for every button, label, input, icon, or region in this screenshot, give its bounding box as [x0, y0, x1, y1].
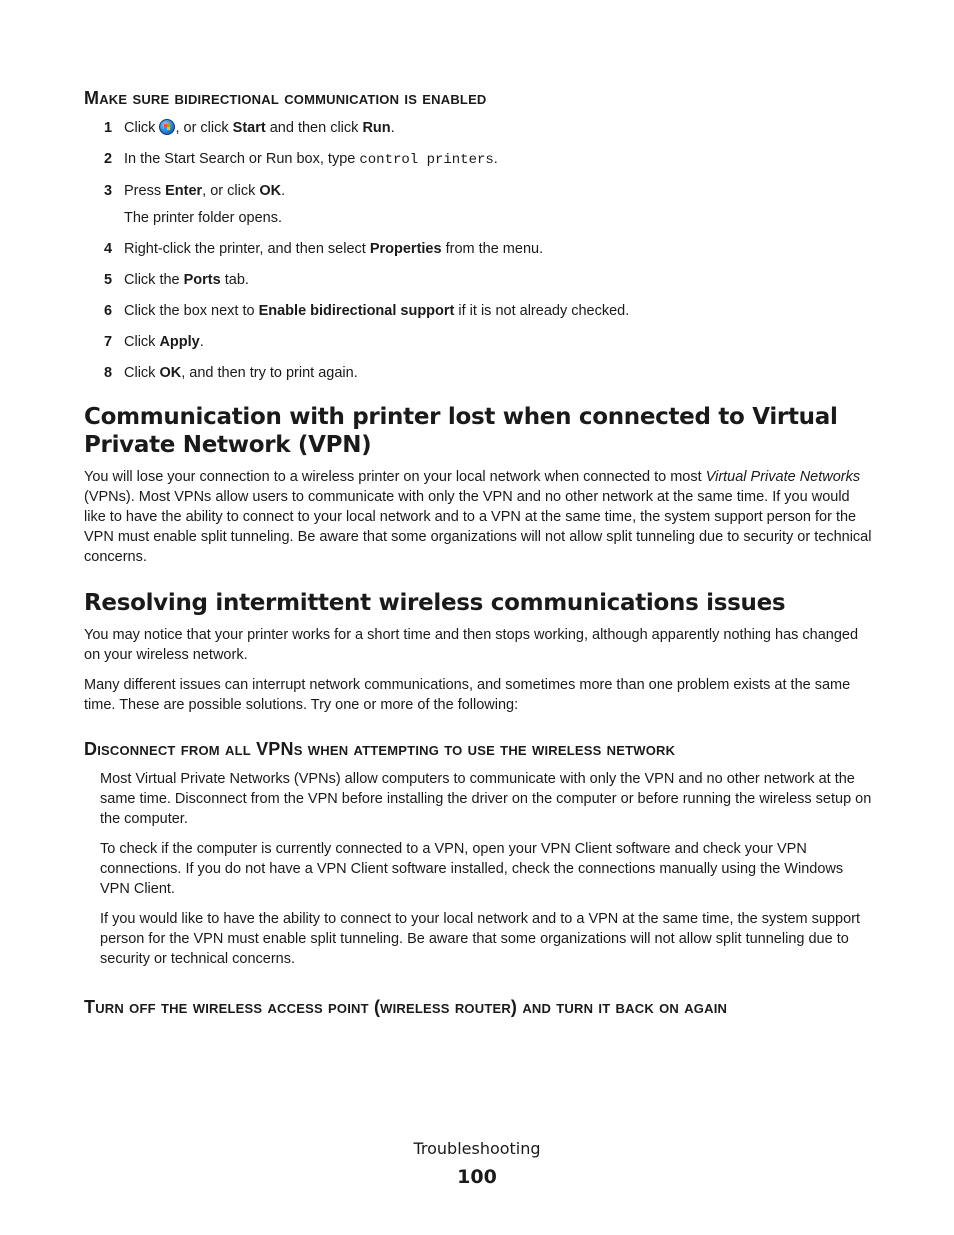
- step-text: if it is not already checked.: [454, 303, 630, 319]
- step-text: .: [281, 183, 286, 199]
- section-heading-intermittent: Resolving intermittent wireless communications issues: [84, 590, 786, 616]
- paragraph-italic-term: Virtual Private Networks: [705, 469, 861, 485]
- section-heading-bidirectional: Make sure bidirectional communication is enabled: [84, 88, 487, 108]
- step-number: 4: [104, 241, 113, 257]
- step-bold-term: Apply: [159, 334, 200, 350]
- step-text: In the Start Search or Run box, type: [124, 151, 360, 167]
- disconnect-vpns-body: [84, 769, 874, 969]
- step-number: 1: [104, 120, 113, 136]
- step-text: , or click: [175, 120, 233, 136]
- paragraph-text: (VPNs). Most VPNs allow users to communicate with only the VPN and no other network at the same time. If you would like to have the ability to connect to your local network and to a VPN at the same time, the system support person for the VPN must enable split tunneling. Be aware that some organizations will not allow split tunneling due to security or technical concerns.: [84, 489, 872, 565]
- step-text: from the menu.: [441, 241, 544, 257]
- disconnect-paragraph-2: To check if the computer is currently connected to a VPN, open your VPN Client software and check your VPN connections. If you do not have a VPN Client software installed, check the connections manually using the Windows VPN Client.: [100, 841, 844, 897]
- disconnect-paragraph-1: Most Virtual Private Networks (VPNs) allow computers to communicate with only the VPN and no other network at the same time. Disconnect from the VPN before installing the driver on the computer or before running the wireless setup on the computer.: [100, 771, 872, 827]
- windows-start-icon: [159, 119, 175, 135]
- step-text: Click the box next to: [124, 303, 259, 319]
- step-bold-term: OK: [159, 365, 182, 381]
- step-5: [84, 270, 874, 290]
- step-6: [84, 301, 874, 321]
- disconnect-paragraph-3: If you would like to have the ability to connect to your local network and to a VPN at the same time, the system support person for the VPN must enable split tunneling. Be aware that some organizations will not allow split tunneling due to security or technical concerns.: [100, 911, 861, 967]
- step-bold-term: Properties: [369, 241, 442, 257]
- step-number: 2: [104, 151, 113, 167]
- page-number: 100: [457, 1166, 497, 1188]
- step-text: , or click: [202, 183, 260, 199]
- step-bold-term: Enter: [165, 183, 203, 199]
- step-text: , and then try to print again.: [181, 365, 358, 381]
- section-heading-vpn-lost: Communication with printer lost when connected to Virtual Private Network (VPN): [84, 404, 838, 458]
- step-8: [84, 363, 874, 383]
- step-text: Right-click the printer, and then select: [124, 241, 370, 257]
- paragraph-text: You will lose your connection to a wireless printer on your local network when connected to most: [84, 469, 706, 485]
- step-text: tab.: [220, 272, 249, 288]
- vpn-lost-paragraph: [84, 467, 874, 567]
- step-text: Click the: [124, 272, 184, 288]
- intermittent-paragraph-1: You may notice that your printer works for a short time and then stops working, although apparently nothing has changed on your wireless network.: [84, 627, 859, 663]
- step-bold-term: OK: [259, 183, 282, 199]
- step-bold-term: Enable bidirectional support: [258, 303, 455, 319]
- step-number: 3: [104, 183, 113, 199]
- step-bold-term: Ports: [183, 272, 221, 288]
- step-note: The printer folder opens.: [124, 210, 282, 226]
- step-number: 6: [104, 303, 113, 319]
- step-number: 8: [104, 365, 113, 381]
- step-text: Click: [124, 365, 160, 381]
- steps-list: [84, 118, 874, 383]
- step-text: Press: [124, 183, 166, 199]
- step-number: 7: [104, 334, 113, 350]
- step-number: 5: [104, 272, 113, 288]
- subsection-heading-turn-off-router: Turn off the wireless access point (wireless router) and turn it back on again: [84, 997, 728, 1017]
- intermittent-paragraph-2: Many different issues can interrupt network communications, and sometimes more than one problem exists at the same time. These are possible solutions. Try one or more of the following:: [84, 677, 851, 713]
- step-4: [84, 239, 874, 259]
- step-7: [84, 332, 874, 352]
- step-3: [84, 181, 874, 228]
- step-text: .: [390, 120, 395, 136]
- step-bold-term: Start: [232, 120, 266, 136]
- step-code: control printers: [359, 152, 494, 168]
- footer-chapter-label: Troubleshooting: [413, 1139, 541, 1158]
- step-text: Click: [124, 120, 160, 136]
- step-2: [84, 149, 874, 170]
- page-content: [84, 86, 874, 1027]
- step-text: .: [199, 334, 204, 350]
- step-text: .: [493, 151, 498, 167]
- step-1: [84, 118, 874, 138]
- step-bold-term: Run: [362, 120, 391, 136]
- step-text: and then click: [265, 120, 363, 136]
- step-text: Click: [124, 334, 160, 350]
- subsection-heading-disconnect-vpns: Disconnect from all VPNs when attempting to use the wireless network: [84, 739, 676, 759]
